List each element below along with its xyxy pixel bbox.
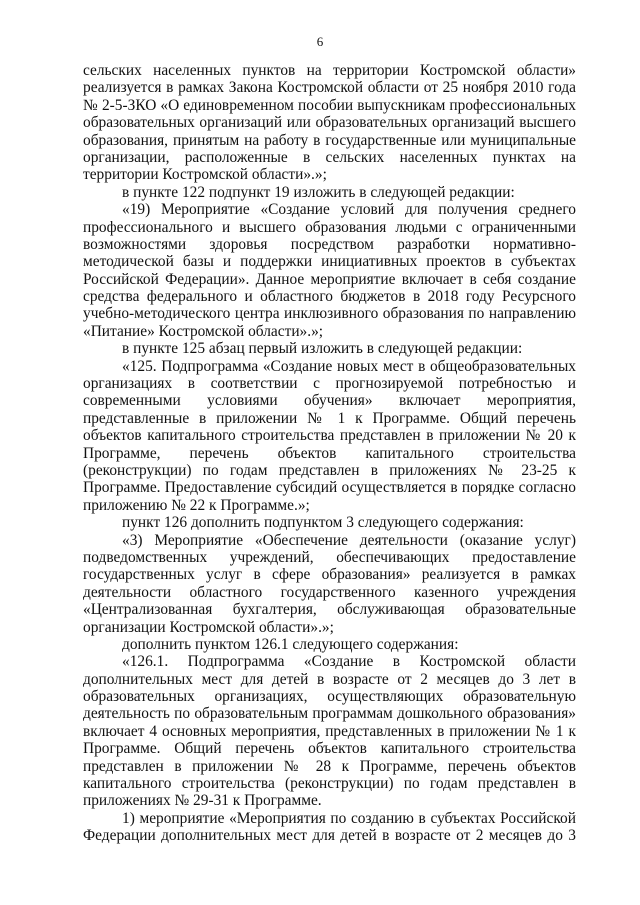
text-line: образовательных организаций или образовательных организаций высшего	[83, 114, 576, 132]
text-line: «Питание» Костромской области».»;	[83, 322, 324, 340]
text-line: в пункте 122 подпункт 19 изложить в следующей редакции:	[122, 183, 515, 201]
text-line: учебно-методического центра инклюзивного образования по направлению	[83, 305, 576, 323]
text-line: организации Костромской области».»;	[83, 618, 334, 636]
text-line: пункт 126 дополнить подпунктом 3 следующего содержания:	[122, 514, 524, 532]
text-line: организации, расположенные в сельских населенных пунктах на	[83, 148, 576, 166]
text-line: дополнить пунктом 126.1 следующего содержания:	[122, 635, 459, 653]
text-line: «19) Мероприятие «Создание условий для получения среднего	[122, 201, 576, 219]
text-line: сельских населенных пунктов на территории Костромской области»	[83, 62, 576, 79]
text-line: приложениях № 29-31 к Программе.	[83, 792, 322, 810]
page-number: 6	[316, 34, 324, 49]
text-line: возможностями здоровья посредством разработки нормативно-	[83, 235, 576, 253]
text-line: реализуется в рамках Закона Костромской области от 25 ноября 2010 года	[83, 79, 576, 97]
text-line: Российской Федерации». Данное мероприятие включает в себя создание	[83, 270, 576, 288]
text-line: деятельность по образовательным программам дошкольного образования»	[83, 705, 576, 723]
text-line: территории Костромской области».»;	[83, 166, 327, 184]
text-line: «Централизованная бухгалтерия, обслуживающая образовательные	[83, 601, 576, 619]
text-line: Федерации дополнительных мест для детей в возрасте от 2 месяцев до 3	[83, 827, 576, 845]
text-line: «126.1. Подпрограмма «Создание в Костромской области	[122, 653, 576, 671]
text-line: Программе, перечень объектов капитального строительства	[83, 444, 576, 462]
text-line: в пункте 125 абзац первый изложить в следующей редакции:	[122, 340, 523, 358]
text-line: капитального строительства (реконструкции) по годам представлен в	[83, 775, 576, 793]
text-line: образовательных организациях, осуществляющих образовательную	[83, 688, 576, 706]
text-line: организациях в соответствии с прогнозируемой потребностью и	[83, 375, 576, 393]
text-line: подведомственных учреждений, обеспечивающих предоставление	[83, 548, 576, 566]
text-line: средства федерального и областного бюджетов в 2018 году Ресурсного	[83, 288, 576, 306]
document-body	[83, 62, 576, 845]
text-line: методической базы и поддержки инициативных проектов в субъектах	[83, 253, 576, 271]
text-line: дополнительных мест для детей в возрасте от 2 месяцев до 3 лет в	[83, 670, 576, 688]
text-line: 1) мероприятие «Мероприятия по созданию в субъектах Российской	[122, 809, 576, 827]
text-line: «125. Подпрограмма «Создание новых мест в общеобразовательных	[122, 357, 576, 375]
text-line: приложению № 22 к Программе.»;	[83, 496, 310, 514]
text-line: Программе. Предоставление субсидий осуществляется в порядке согласно	[83, 479, 576, 497]
text-line: современными условиями обучения» включает мероприятия,	[83, 392, 576, 410]
text-line: включает 4 основных мероприятия, представленных в приложении № 1 к	[83, 722, 576, 740]
text-line: представленные в приложении № 1 к Программе. Общий перечень	[83, 409, 576, 427]
text-line: (реконструкции) по годам представлен в приложениях № 23-25 к	[83, 461, 576, 479]
text-line: образования, принятым на работу в государственные или муниципальные	[83, 131, 576, 149]
text-line: государственных услуг в сфере образования» реализуется в рамках	[83, 566, 576, 584]
text-line: Программе. Общий перечень объектов капитального строительства	[83, 740, 576, 758]
text-line: «3) Мероприятие «Обеспечение деятельности (оказание услуг)	[122, 531, 576, 549]
text-line: деятельности областного государственного казенного учреждения	[83, 583, 576, 601]
text-line: объектов капитального строительства представлен в приложении № 20 к	[83, 427, 576, 445]
text-line: № 2-5-ЗКО «О единовременном пособии выпускникам профессиональных	[83, 96, 576, 114]
text-line: профессионального и высшего образования людьми с ограниченными	[83, 218, 576, 236]
text-line: представлен в приложении № 28 к Программе, перечень объектов	[83, 757, 576, 775]
